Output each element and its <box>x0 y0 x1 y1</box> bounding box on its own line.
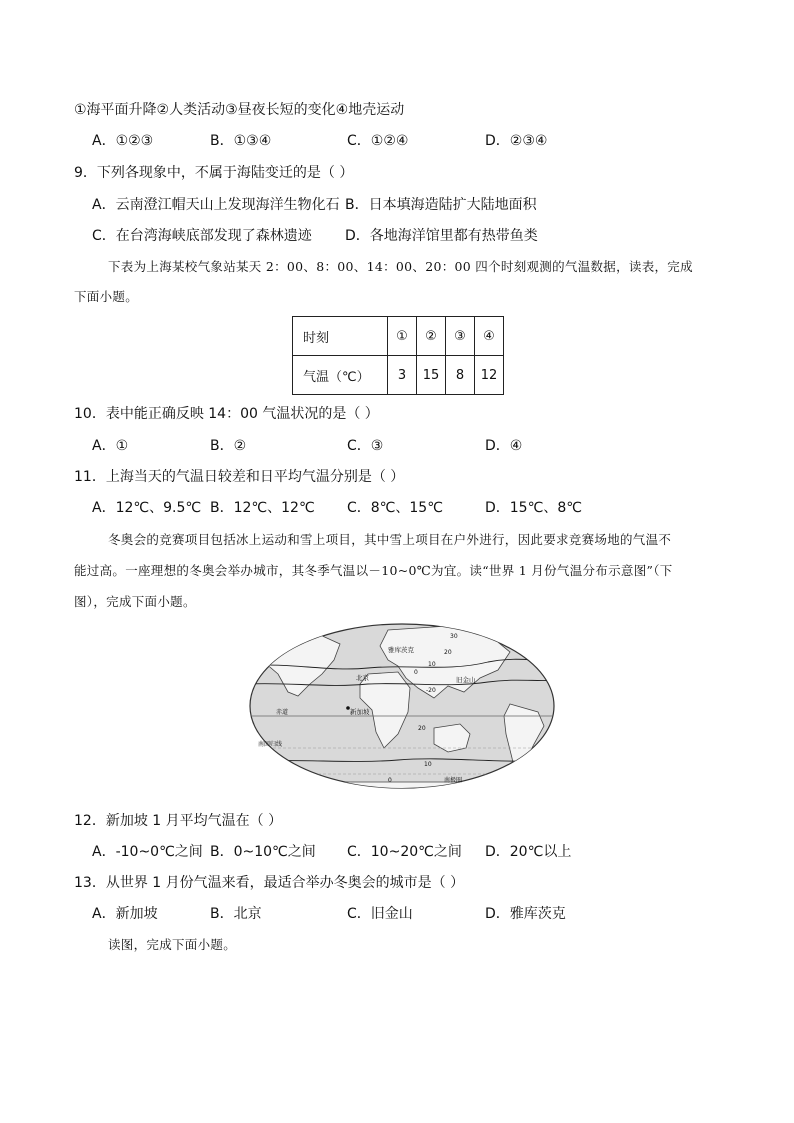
table-value-4: 12 <box>475 356 504 395</box>
passage2-line3: 图），完成下面小题。 <box>74 594 196 609</box>
isotherm-label-30: 30 <box>450 633 458 640</box>
table-header-4: ④ <box>475 317 504 356</box>
passage1-line2: 下面小题。 <box>74 289 139 304</box>
q11-option-b[interactable]: B．12℃、12℃ <box>210 500 315 516</box>
table-label-temp: 气温（℃） <box>293 356 388 395</box>
isotherm-label-0: 0 <box>414 669 418 676</box>
passage2-line1: 冬奥会的竞赛项目包括冰上运动和雪上项目，其中雪上项目在户外进行，因此要求竞赛场地的气温不 <box>108 532 672 547</box>
q10-option-c[interactable]: C．③ <box>347 438 384 454</box>
q9-option-c[interactable]: C．在台湾海峡底部发现了森林遗迹 <box>92 228 312 244</box>
q12-option-b[interactable]: B．0~10℃之间 <box>210 844 316 860</box>
q13-stem: 13．从世界 1 月份气温来看，最适合举办冬奥会的城市是（ ） <box>74 875 465 891</box>
label-equator: 赤道 <box>276 709 289 716</box>
q10-option-a[interactable]: A．① <box>92 438 129 454</box>
answer-statements: ①海平面升降②人类活动③昼夜长短的变化④地壳运动 <box>74 102 405 118</box>
q12-stem: 12．新加坡 1 月平均气温在（ ） <box>74 813 283 829</box>
q10-option-d[interactable]: D．④ <box>485 438 523 454</box>
q13-option-c[interactable]: C．旧金山 <box>347 906 413 922</box>
label-singapore: 新加坡 <box>350 708 370 716</box>
table-row-temp <box>293 356 504 395</box>
isotherm-label-10: 10 <box>428 661 436 668</box>
isotherm-label-0-south: 0 <box>388 777 392 784</box>
label-beijing: 北京 <box>356 674 369 682</box>
q9-option-b[interactable]: B．日本填海造陆扩大陆地面积 <box>345 197 537 213</box>
table-value-2: 15 <box>417 356 446 395</box>
q8-option-b[interactable]: B．①③④ <box>210 133 272 149</box>
q13-option-b[interactable]: B．北京 <box>210 906 262 922</box>
passage3: 读图，完成下面小题。 <box>108 937 237 952</box>
q10-option-b[interactable]: B．② <box>210 438 247 454</box>
label-tropic-capricorn: 南回归线 <box>258 741 283 748</box>
q9-stem: 9．下列各现象中，不属于海陆变迁的是（ ） <box>74 165 354 181</box>
label-antarctic-circle: 南极圈 <box>444 777 463 784</box>
q8-option-c[interactable]: C．①②④ <box>347 133 409 149</box>
q11-option-a[interactable]: A．12℃、9.5℃ <box>92 500 202 516</box>
table-label-time: 时刻 <box>293 317 388 356</box>
isotherm-label-20: 20 <box>444 649 452 656</box>
q8-option-d[interactable]: D．②③④ <box>485 133 548 149</box>
q9-option-a[interactable]: A．云南澄江帽天山上发现海洋生物化石 <box>92 197 340 213</box>
table-header-2: ② <box>417 317 446 356</box>
passage1-line1: 下表为上海某校气象站某天 2：00、8：00、14：00、20：00 四个时刻观测的气温数据，读表，完成 <box>108 259 693 274</box>
label-san-francisco: 旧金山 <box>456 676 476 684</box>
q8-option-a[interactable]: A．①②③ <box>92 133 154 149</box>
q13-option-a[interactable]: A．新加坡 <box>92 906 158 922</box>
singapore-marker <box>346 706 350 710</box>
table-header-1: ① <box>388 317 417 356</box>
q11-option-c[interactable]: C．8℃、15℃ <box>347 500 443 516</box>
q11-option-d[interactable]: D．15℃、8℃ <box>485 500 582 516</box>
isotherm-label-10-south: 10 <box>424 761 432 768</box>
table-value-1: 3 <box>388 356 417 395</box>
q10-stem: 10．表中能正确反映 14：00 气温状况的是（ ） <box>74 406 379 422</box>
isotherm-label-20-south: 20 <box>418 725 426 732</box>
table-value-3: 8 <box>446 356 475 395</box>
q9-option-d[interactable]: D．各地海洋馆里都有热带鱼类 <box>345 228 538 244</box>
q12-option-c[interactable]: C．10~20℃之间 <box>347 844 462 860</box>
isotherm-label-minus-20: -20 <box>426 687 436 694</box>
q12-option-d[interactable]: D．20℃以上 <box>485 844 572 860</box>
label-yakutsk: 雅库茨克 <box>388 646 414 654</box>
q11-stem: 11．上海当天的气温日较差和日平均气温分别是（ ） <box>74 469 405 485</box>
antarctica-landmass <box>248 782 556 790</box>
temperature-table <box>292 316 504 395</box>
world-january-temperature-map <box>248 622 556 790</box>
q12-option-a[interactable]: A．-10~0℃之间 <box>92 844 203 860</box>
passage2-line2: 能过高。一座理想的冬奥会举办城市，其冬季气温以－10~0℃为宜。读“世界 1 月份气温分布示意图”（下 <box>74 563 673 578</box>
q13-option-d[interactable]: D．雅库茨克 <box>485 906 566 922</box>
table-header-3: ③ <box>446 317 475 356</box>
table-row-time <box>293 317 504 356</box>
